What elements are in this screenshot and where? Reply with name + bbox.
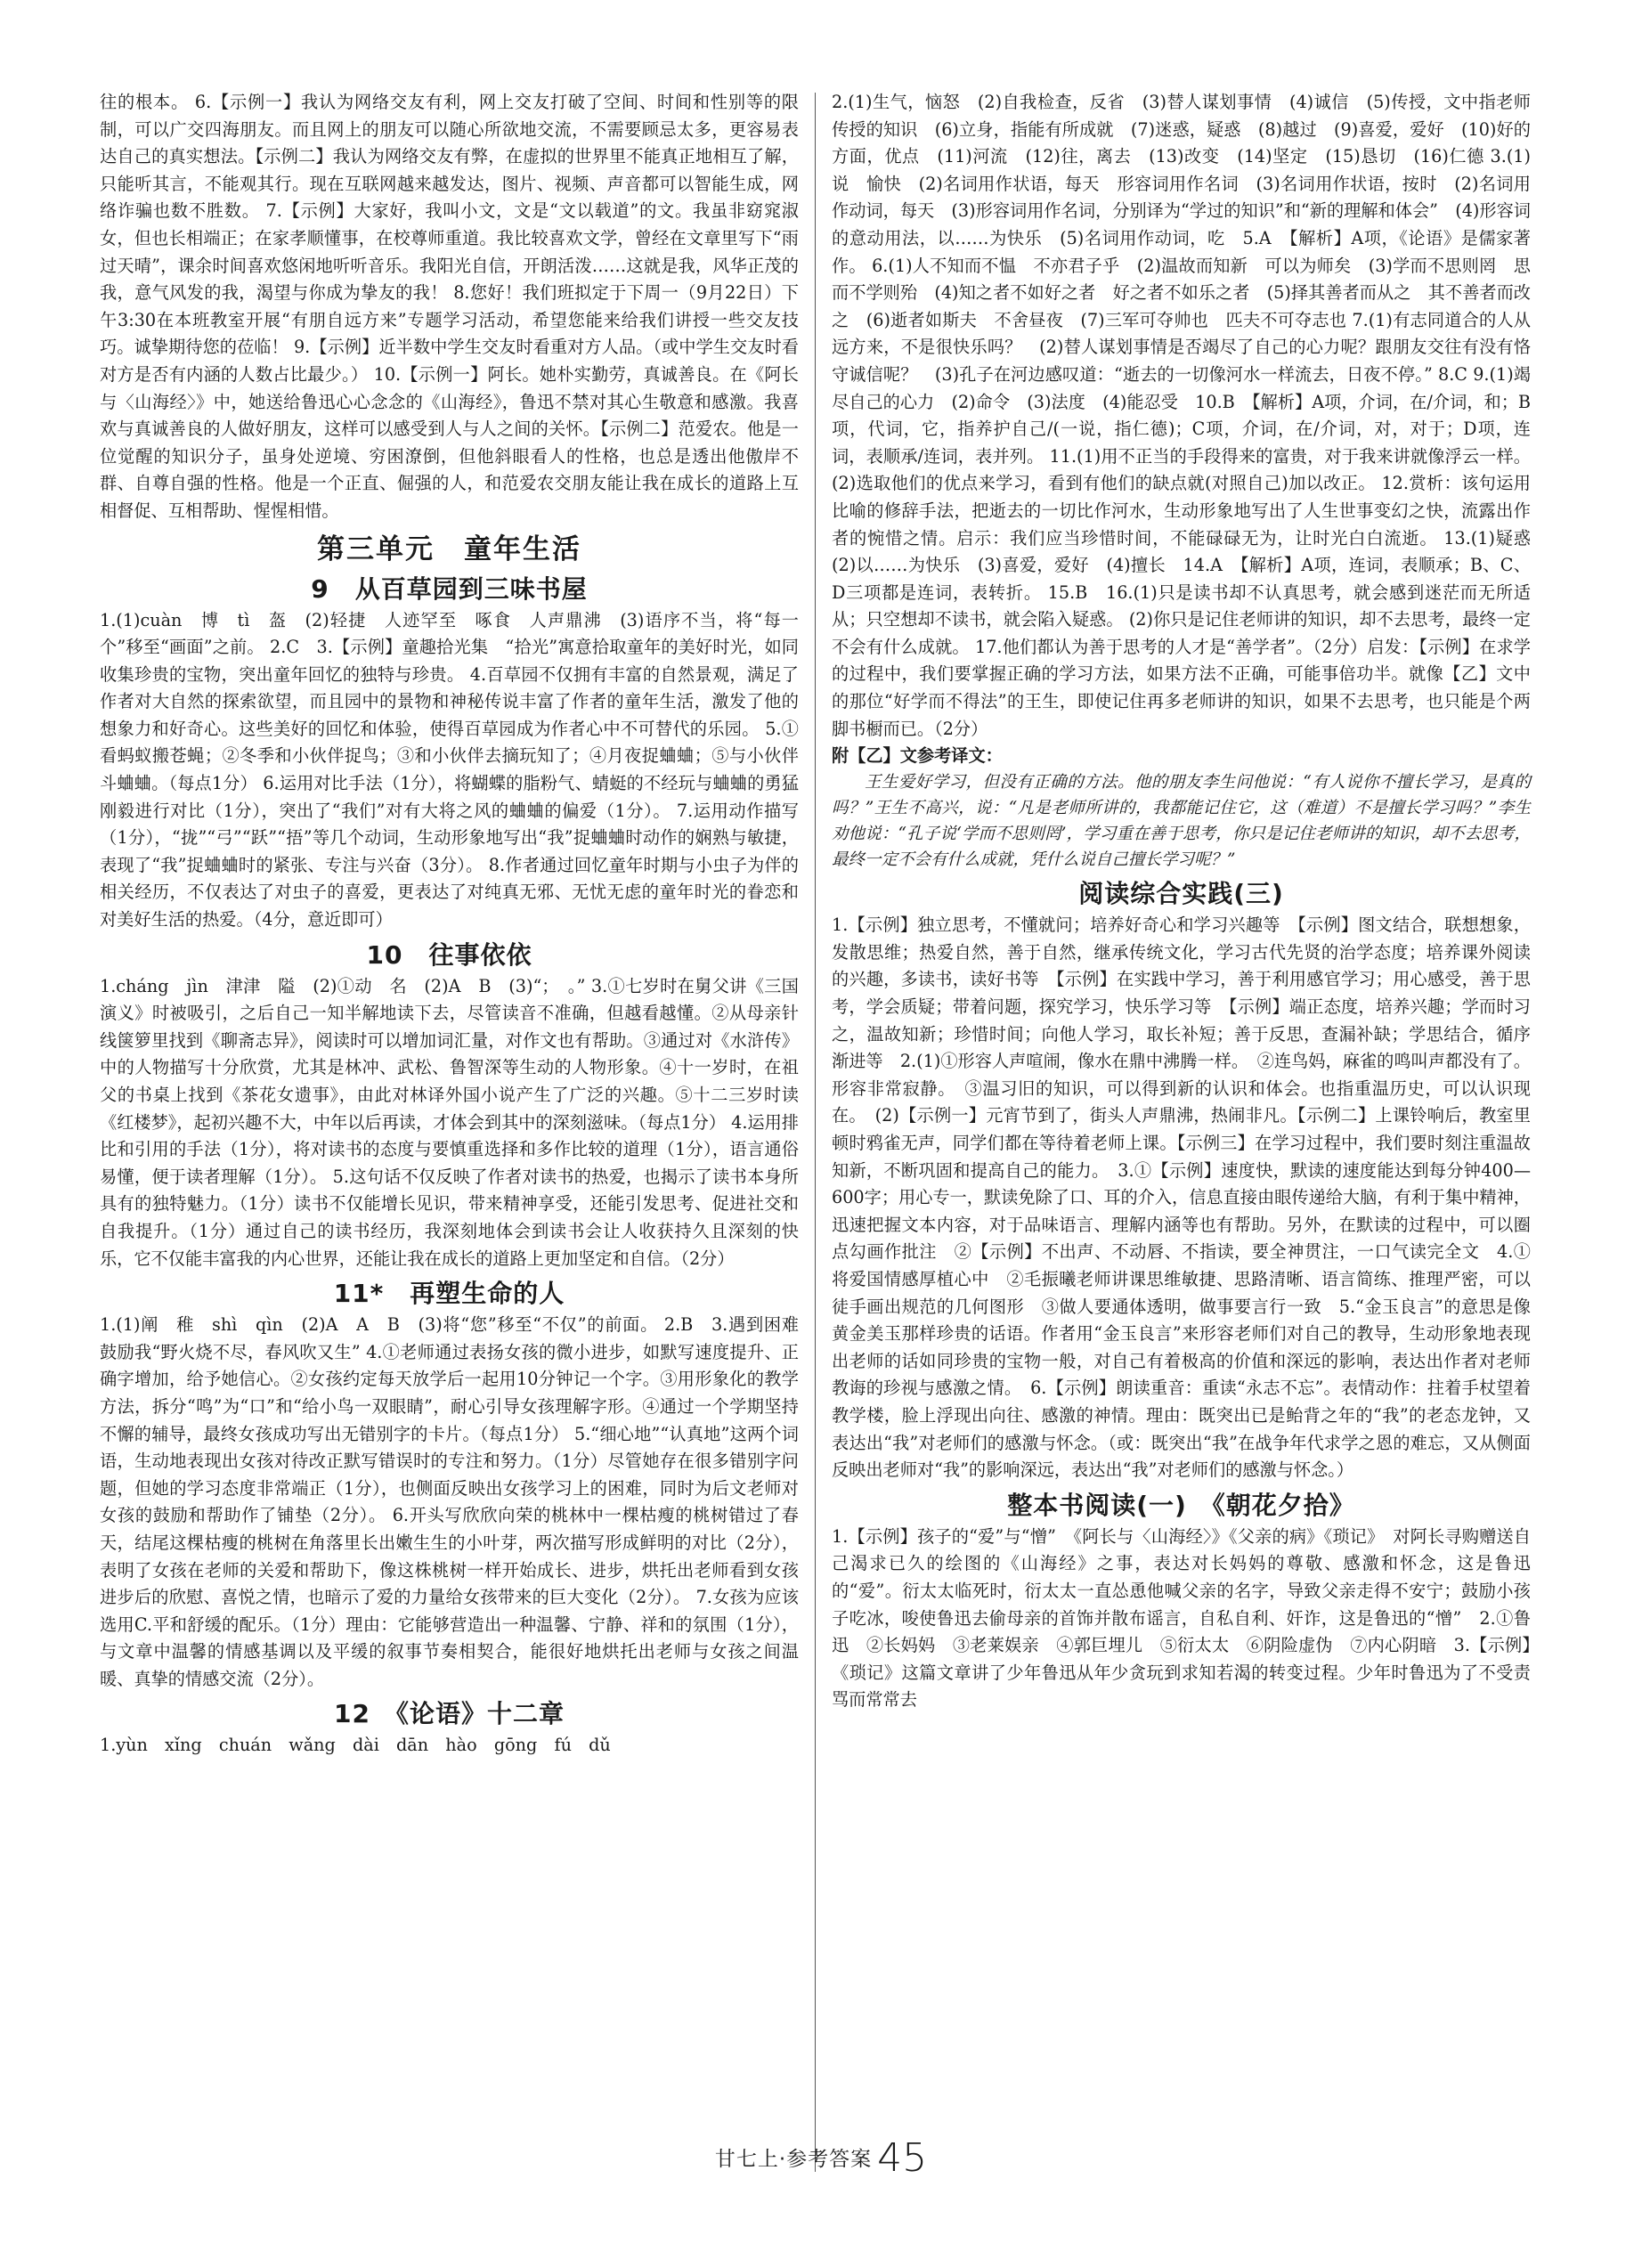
lesson-title-9: 9 从百草园到三味书屋	[311, 573, 588, 604]
paragraph-lesson-12-answers: 2.(1)生气，恼怒 (2)自我检查，反省 (3)替人谋划事情 (4)诚信 (5)传授，文中指老师传授的知识 (6)立身，指能有所成就 (7)迷惑，疑惑 (8)越过 (9)喜爱，爱好 (10)好的方面，优点 (11)河流 (12)往，离去 (13)改变 (14)坚定 (15)恳切 (16)仁德 3.(1)说 愉快 (2)名词用作状语，每天 形容词用作名词 (3)名词用作状语，按时 (2)名词用作动词，每天 (3)形容词用作名词，分别译为“学过的知识”和“新的理解和体会” (4)形容词的意动用法，以……为快乐 (5)名词用作动词，吃 5.A 【解析】A项，《论语》是儒家著作。 6.(1)人不知而不愠 不亦君子乎 (2)温故而知新 可以为师矣 (3)学而不思则罔 思而不学则殆 (4)知之者不如好之者 好之者不如乐之者 (5)择其善者而从之 其不善者而改之 (6)逝者如斯夫 不舍昼夜 (7)三军可夺帅也 匹夫不可夺志也 7.(1)有志同道合的人从远方来，不是很快乐吗？ (2)替人谋划事情是否竭尽了自己的心力呢？跟朋友交往有没有恪守诚信呢？ (3)孔子在河边感叹道：“逝去的一切像河水一样流去，日夜不停。” 8.C 9.(1)竭尽自己的心力 (2)命令 (3)法度 (4)能忍受 10.B 【解析】A项，介词，在/介词，和；B项，代词，它，指养护自己/(一说，指仁德)；C项，介词，在/介词，对，对于；D项，连词，表顺承/连词，表并列。 11.(1)用不正当的手段得来的富贵，对于我来讲就像浮云一样。 (2)选取他们的优点来学习，看到有他们的缺点就(对照自己)加以改正。 12.赏析：该句运用比喻的修辞手法，把逝去的一切比作河水，生动形象地写出了人生世事变幻之快，流露出作者的惋惜之情。启示：我们应当珍惜时间，不能碌碌无为，让时光白白流逝。 13.(1)疑惑 (2)以……为快乐 (3)喜爱，爱好 (4)擅长 14.A 【解析】A项，连词，表顺承；B、C、D三项都是连词，表转折。 15.B 16.(1)只是读书却不认真思考，就会感到迷茫而无所适从；只空想却不读书，就会陷入疑惑。 (2)你只是记住老师讲的知识，却不去思考，最终一定不会有什么成就。 17.他们都认为善于思考的人才是“善学者”。（2分）启发：【示例】在求学的过程中，我们要掌握正确的学习方法，如果方法不正确，可能事倍功半。就像【乙】文中的那位“好学而不得法”的王生，即使记住再多老师讲的知识，如果不去思考，也只能是个两脚书橱而已。（2分）	[832, 92, 1549, 739]
reference-translation: 王生爱好学习，但没有正确的方法。他的朋友李生问他说：“有人说你不擅长学习，是真的吗？”王生不高兴，说：“凡是老师所讲的，我都能记住它，这（难道）不是擅长学习吗？”李生劝他说：“孔子说‘学而不思则罔’，学习重在善于思考，你只是记住老师讲的知识，却不去思考，最终一定不会有什么成就，凭什么说自己擅长学习呢？”	[832, 773, 1531, 870]
unit-title: 第三单元 童年生活	[317, 532, 581, 565]
paragraph-unit2-answers: 往的根本。 6.【示例一】我认为网络交友有利，网上交友打破了空间、时间和性别等的限制，可以广交四海朋友。而且网上的朋友可以随心所欲地交流，不需要顾忌太多，更容易表达自己的真实想法。【示例二】我认为网络交友有弊，在虚拟的世界里不能真正地相互了解，只能听其言，不能观其行。现在互联网越来越发达，图片、视频、声音都可以智能生成，网络诈骗也数不胜数。 7.【示例】大家好，我叫小文，文是“文以载道”的文。我虽非窈窕淑女，但也长相端正；在家孝顺懂事，在校尊师重道。我比较喜欢文学，曾经在文章里写下“雨过天晴”，课余时间喜欢悠闲地听听音乐。我阳光自信，开朗活泼……这就是我，风华正茂的我，意气风发的我，渴望与你成为挚友的我！ 8.您好！我们班拟定于下周一（9月22日）下午3:30在本班教室开展“有朋自远方来”专题学习活动，希望您能来给我们讲授一些交友技巧。诚挚期待您的莅临！ 9.【示例】近半数中学生交友时看重对方人品。（或中学生交友时看对方是否有内涵的人数占比最少。） 10.【示例一】阿长。她朴实勤劳，真诚善良。在《阿长与〈山海经〉》中，她送给鲁迅心心念念的《山海经》，鲁迅不禁对其心生敬意和感激。我喜欢与真诚善良的人做好朋友，这样可以感受到人与人之间的关怀。【示例二】范爱农。他是一位觉醒的知识分子，虽身处逆境、穷困潦倒，但他斜眼看人的性格，也总是透出他傲岸不群、自尊自强的性格。他是一个正直、倔强的人，和范爱农交朋友能让我在成长的道路上互相督促、互相帮助、惺惺相惜。	[100, 92, 799, 521]
whole-book-title: 整本书阅读(一) 《朝花夕拾》	[1007, 1490, 1355, 1520]
answer-page	[100, 89, 1549, 2182]
right-column	[832, 89, 1549, 1714]
lesson-title-10: 10 往事依依	[366, 939, 532, 970]
paragraph-whole-book: 1.【示例】孩子的“爱”与“憎” 《阿长与〈山海经〉》《父亲的病》《琐记》 对阿长寻购赠送自己渴求已久的绘图的《山海经》之事，表达对长妈妈的尊敬、感激和怀念，这是鲁迅的“爱”。衍太太临死时，衍太太一直怂恿他喊父亲的名字，导致父亲走得不安宁；鼓励小孩子吃冰，唆使鲁迅去偷母亲的首饰并散布谣言，自私自利、奸诈，这是鲁迅的“憎” 2.①鲁迅 ②长妈妈 ③老莱娱亲 ④郭巨埋儿 ⑤衍太太 ⑥阴险虚伪 ⑦内心阴暗 3.【示例】《琐记》这篇文章讲了少年鲁迅从年少贪玩到求知若渴的转变过程。少年时鲁迅为了不受责骂而常常去	[832, 1525, 1531, 1711]
lesson-title-12: 12 《论语》十二章	[334, 1699, 565, 1729]
paragraph-lesson-12-pinyin: 1.yùn xǐng chuán wǎng dài dān hào gōng fú dǔ	[100, 1735, 611, 1756]
paragraph-lesson-11: 1.(1)阐 稚 shì qìn (2)A A B (3)将“您”移至“不仅”的前面。 2.B 3.遇到困难 鼓励我“野火烧不尽，春风吹又生” 4.①老师通过表扬女孩的微小进步，如默写速度提升、正确字增加，给予她信心。②女孩约定每天放学后一起用10分钟记一个字。③用形象化的教学方法，拆分“鸣”为“口”和“给小鸟一双眼睛”，耐心引导女孩理解字形。④通过一个学期坚持不懈的辅导，最终女孩成功写出无错别字的卡片。（每点1分） 5.“细心地”“认真地”这两个词语，生动地表现出女孩对待改正默写错误时的专注和努力。（1分）尽管她存在很多错别字问题，但她的学习态度非常端正（1分），也侧面反映出女孩学习上的困难，同时为后文老师对女孩的鼓励和帮助作了铺垫（2分）。 6.开头写欣欣向荣的桃林中一棵枯瘦的桃树错过了春天，结尾这棵枯瘦的桃树在角落里长出嫩生生的小叶芽，两次描写形成鲜明的对比（2分），表明了女孩在老师的关爱和帮助下，像这株桃树一样开始成长、进步，烘托出老师看到女孩进步后的欣慰、喜悦之情，也暗示了爱的力量给女孩带来的巨大变化（2分）。 7.女孩为应该选用C.平和舒缓的配乐。（1分）理由：它能够营造出一种温馨、宁静、祥和的氛围（1分），与文章中温馨的情感基调以及平缓的叙事节奏相契合，能很好地烘托出老师与女孩之间温暖、真挚的情感交流（2分）。	[100, 1314, 817, 1689]
column-divider	[815, 93, 816, 2172]
lesson-title-11: 11* 再塑生命的人	[333, 1279, 565, 1309]
paragraph-lesson-9: 1.(1)cuàn 博 tì 盔 (2)轻捷 人迹罕至 啄食 人声鼎沸 (3)语序不当，将“每一个”移至“画面”之前。 2.C 3.【示例】童趣拾光集 “拾光”寓意拾取童年的美好时光，如同收集珍贵的宝物，突出童年回忆的独特与珍贵。 4.百草园不仅拥有丰富的自然景观，满足了作者对大自然的探索欲望，而且园中的景物和神秘传说丰富了作者的童年生活，激发了他的想象力和好奇心。这些美好的回忆和体验，使得百草园成为作者心中不可替代的乐园。 5.①看蚂蚁搬苍蝇；②冬季和小伙伴捉鸟；③和小伙伴去摘玩知了；④月夜捉蛐蛐；⑤与小伙伴斗蛐蛐。（每点1分） 6.运用对比手法（1分），将蝴蝶的脂粉气、蜻蜓的不经玩与蛐蛐的勇猛刚毅进行对比（1分），突出了“我们”对有大将之风的蛐蛐的偏爱（1分）。 7.运用动作描写（1分），“拢”“弓”“跃”“捂”等几个动词，生动形象地写出“我”捉蛐蛐时动作的娴熟与敏捷，表现了“我”捉蛐蛐时的紧张、专注与兴奋（3分）。 8.作者通过回忆童年时期与小虫子为伴的相关经历，不仅表达了对虫子的喜爱，更表达了对纯真无邪、无忧无虑的童年时光的眷恋和对美好生活的热爱。（4分，意近即可）	[100, 609, 799, 931]
page-number: 45	[877, 2135, 928, 2181]
page-footer	[0, 2135, 1642, 2180]
paragraph-lesson-10: 1.cháng jìn 津津 隘 (2)①动 名 (2)A B (3)“； 。” 3.①七岁时在舅父讲《三国演义》时被吸引，之后自己一知半解地读下去，尽管读音不准确，但越看越懂。②从母亲针线箧箩里找到《聊斋志异》，阅读时可以增加词汇量，对作文也有帮助。③通过对《水浒传》中的人物描写十分欣赏，尤其是林冲、武松、鲁智深等生动的人物形象。④十一岁时，在祖父的书桌上找到《茶花女遗事》，由此对林译外国小说产生了广泛的兴趣。⑤十二三岁时读《红楼梦》，起初兴趣不大，中年以后再读，才体会到其中的深刻滋味。（每点1分） 4.运用排比和引用的手法（1分），将对读书的态度与要慎重选择和多作比较的道理（1分），语言通俗易懂，便于读者理解（1分）。 5.这句话不仅反映了作者对读书的热爱，也揭示了读书本身所具有的独特魅力。（1分）读书不仅能增长见识，带来精神享受，还能引发思考、促进社交和自我提升。（1分）通过自己的读书经历，我深刻地体会到读书会让人收获持久且深刻的快乐，它不仅能丰富我的内心世界，还能让我在成长的道路上更加坚定和自信。（2分）	[100, 975, 799, 1269]
paragraph-reading-practice: 1.【示例】独立思考，不懂就问；培养好奇心和学习兴趣等 【示例】图文结合，联想想象，发散思维；热爱自然，善于自然，继承传统文化，学习古代先贤的治学态度；培养课外阅读的兴趣，多读书，读好书等 【示例】在实践中学习，善于利用感官学习；用心感受，善于思考，学会质疑；带着问题，探究学习，快乐学习等 【示例】端正态度，培养兴趣；学而时习之，温故知新；珍惜时间；向他人学习，取长补短；善于反思，查漏补缺；学思结合，循序渐进等 2.(1)①形容人声喧闹，像水在鼎中沸腾一样。 ②连鸟妈，麻雀的鸣叫声都没有了。形容非常寂静。 ③温习旧的知识，可以得到新的认识和体会。也指重温历史，可以认识现在。 (2)【示例一】元宵节到了，街头人声鼎沸，热闹非凡。【示例二】上课铃响后，教室里顿时鸦雀无声，同学们都在等待着老师上课。【示例三】在学习过程中，我们要时刻注重温故知新，不断巩固和提高自己的能力。 3.①【示例】速度快，默读的速度能达到每分钟400—600字；用心专一，默读免除了口、耳的介入，信息直接由眼传递给大脑，有利于集中精神，迅速把握文本内容，对于品味语言、理解内涵等也有帮助。另外，在默读的过程中，可以圈点勾画作批注 ②【示例】不出声、不动唇、不指读，要全神贯注，一口气读完全文 4.①将爱国情感厚植心中 ②毛振曦老师讲课思维敏捷、思路清晰、语言简练、推理严密，可以徒手画出规范的几何图形 ③做人要通体透明，做事要言行一致 5.“金玉良言”的意思是像黄金美玉那样珍贵的话语。作者用“金玉良言”来形容老师们对自己的教导，生动形象地表现出老师的话如同珍贵的宝物一般，对自己有着极高的价值和深远的影响，表达出作者对老师教诲的珍视与感激之情。 6.【示例】朗读重音：重读“永志不忘”。表情动作：拄着手杖望着教学楼，脸上浮现出向往、感激的神情。理由：既突出已是鲐背之年的“我”的老态龙钟，又表达出“我”对老师们的感激与怀念。（或：既突出“我”在战争年代求学之恩的难忘，又从侧面反映出老师对“我”的影响深远，表达出“我”对老师们的感激与怀念。）	[832, 915, 1531, 1481]
reading-practice-title: 阅读综合实践(三)	[1078, 879, 1284, 909]
appendix-label: 附【乙】文参考译文：	[832, 745, 1003, 767]
left-column	[100, 89, 817, 1760]
footer-label: 甘七上·参考答案	[714, 2148, 873, 2171]
